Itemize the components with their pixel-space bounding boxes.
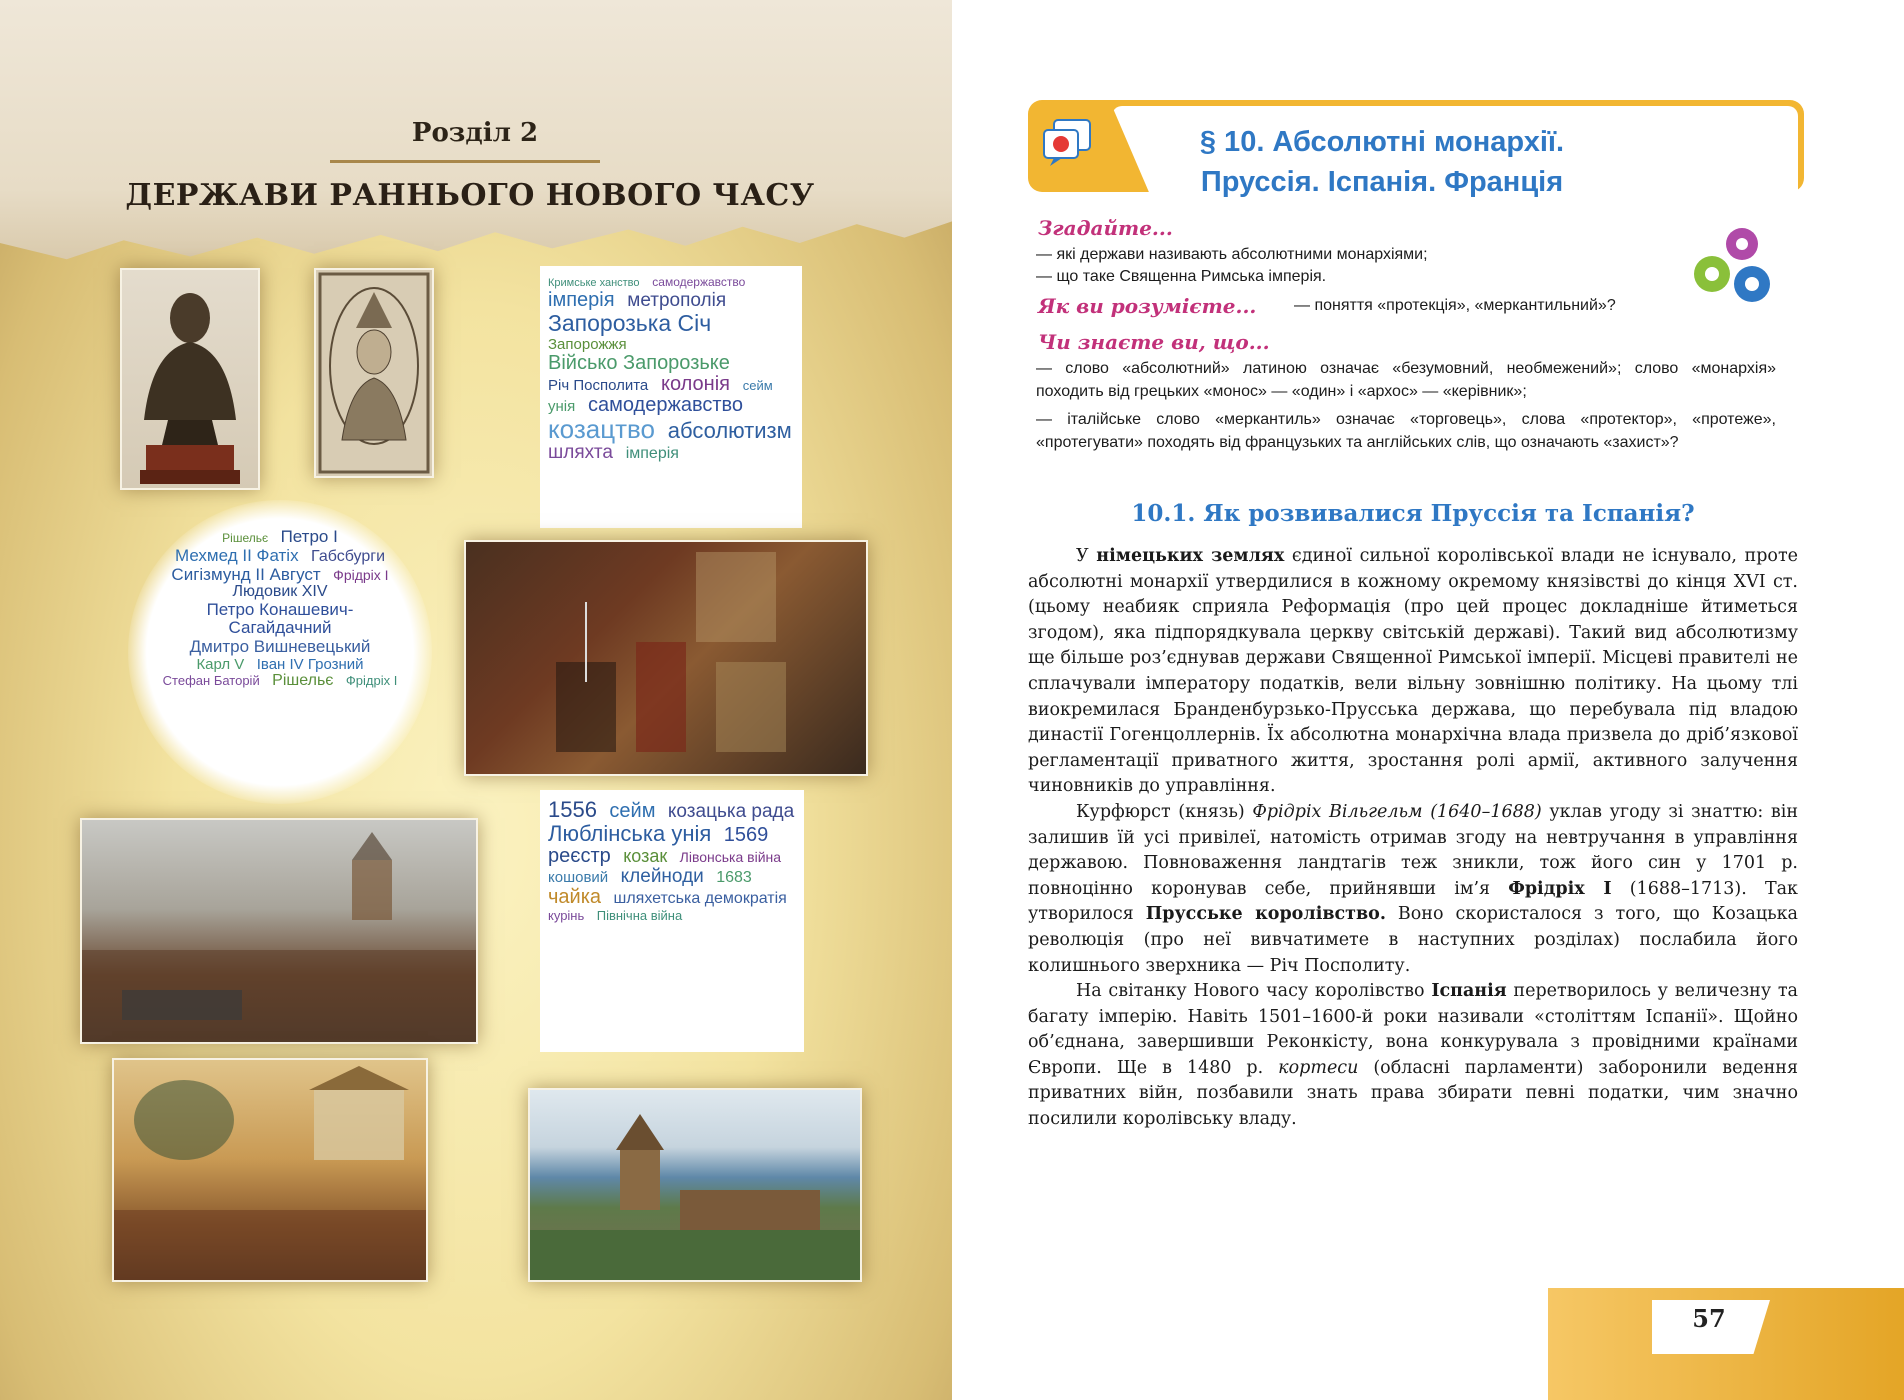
cloud-word: козацтво [548, 413, 655, 444]
gears-icon [1690, 222, 1778, 312]
paragraph-spain: На світанку Нового часу королівство Іспанія перетворилось у величезну та багату імперію. Навіть 1501–1600-й роки називали «століттям Іспанії». Щойно об’єднана, завершивши Реконкісту, вона конкурувала з провідними країнами Європи. Ще в 1480 р. кортеси (обласні парламенти) заборонили ведення приватних війн, позбавили знать права збирати певні податки, чим значно посилили королівську владу. [1028, 981, 1798, 1130]
term-frederick-i: Фрідріх І [1508, 878, 1612, 899]
word-cloud-cossacks [540, 790, 804, 1052]
know-item: — слово «абсолютний» латиною означає «безумовний, необмежений»; слово «монархія» походить від грецьких «монос» — «один» і «архос» — «керівник»; [1036, 360, 1776, 400]
body-text [1028, 544, 1798, 1133]
cloud-word: Запорозька Січ [548, 309, 712, 336]
page-number: 57 [1692, 1304, 1726, 1333]
recall-item: — які держави називають абсолютними монархіями; [1036, 246, 1428, 263]
cloud-word: чайка [548, 885, 602, 908]
word-cloud-rulers [128, 500, 432, 804]
cloud-word: Лівонська війна [679, 849, 782, 865]
term-cortes: кортеси [1278, 1057, 1359, 1078]
battle-painting-image [112, 1058, 428, 1282]
cloud-word: метрополія [627, 289, 727, 311]
know-item: — італійське слово «меркантиль» означає «торговець», слова «протектор», «протеже», «протегувати» походять від французьких та англійських слів, що означають «захист»? [1036, 411, 1776, 451]
section-title-line2: Пруссія. Іспанія. Франція [1200, 166, 1564, 198]
subsection-title: 10.1. Як розвивалися Пруссія та Іспанія? [1131, 500, 1695, 527]
paragraph-germany: У німецьких землях єдиної сильної королівської влади не існувало, проте абсолютні монархії утвердилися в кожному окремому князівстві до кінця XVI ст. (цьому неабияк сприяла Реформація (про цей процес докладніше йтиметься згодом), яка підпорядкувала церкву світській державі). Такий вид абсолютизму ще більше роз’єднував держави Священної Римської імперії. Місцеві правителі не сплачували імператору податків, вели вільну зовнішню політику. На цьому тлі виокремилася Бранденбурзько-Прусська держава, що перебувала під владою династії Гогенцоллернів. Їх абсолютна монархічна влада призвела до дріб’язкової регламентації приватного життя, зростання ролі армії, активного залучення чиновників до управління. [1028, 546, 1798, 797]
engraving-portrait-image [314, 268, 434, 478]
chapter-title: ДЕРЖАВИ РАННЬОГО НОВОГО ЧАСУ [125, 178, 815, 213]
cloud-word: Петро Конашевич-Сагайдачний [206, 600, 354, 638]
cloud-word: Рішельє [272, 672, 334, 690]
cloud-word: кошовий [548, 869, 609, 886]
term-frederick-william: Фрідріх Вільгельм (1640–1688) [1252, 801, 1542, 822]
term-prussian-kingdom: Прусське королівство. [1145, 904, 1386, 925]
cloud-word: Фрідріх І [333, 566, 389, 583]
understand-text: — поняття «протекція», «меркантильний»? [1294, 297, 1616, 314]
cloud-word: козак [623, 846, 668, 866]
cloud-word: Військо Запорозьке [548, 351, 730, 374]
chat-bubble-icon [1040, 116, 1098, 168]
cloud-word: імперія [625, 445, 679, 463]
understand-heading: Як ви розумієте... [1038, 294, 1257, 318]
cloud-word: реєстр [548, 845, 611, 867]
section-title-line1: § 10. Абсолютні монархії. [1199, 126, 1565, 158]
word-cloud-states [540, 266, 802, 528]
cloud-word: абсолютизм [667, 417, 792, 443]
cloud-word: 1556 [548, 797, 597, 822]
cloud-word: 1683 [716, 869, 752, 886]
cloud-word: сейм [742, 377, 773, 393]
fortress-photo-image [528, 1088, 862, 1282]
council-painting-image [464, 540, 868, 776]
right-page [952, 0, 1904, 1400]
chapter-divider [330, 160, 600, 163]
chapter-label: Розділ 2 [411, 118, 539, 148]
cloud-word: Фрідріх І [345, 673, 398, 689]
term-spain: Іспанія [1431, 981, 1507, 1002]
cloud-word: Кримське ханство [548, 277, 640, 289]
cloud-word: шляхетська демократія [613, 889, 787, 907]
cloud-word: самодержавство [587, 393, 744, 416]
cloud-word: Дмитро Вишневецький [189, 636, 371, 656]
recall-item: — що таке Священна Римська імперія. [1036, 268, 1327, 285]
recall-heading: Згадайте... [1038, 216, 1173, 240]
cloud-word: Запорожжя [548, 335, 627, 353]
cloud-word: Рішельє [222, 531, 269, 545]
cloud-word: Мехмед II Фатіх [175, 545, 299, 565]
cloud-word: Петро І [280, 527, 338, 546]
paragraph-prussia: Курфюрст (князь) Фрідріх Вільгельм (1640–1688) уклав угоду зі знаттю: він залишив їй усі привілеї, натомість отримав згоду на невтручання в управління державою. Повноваження ландтагів теж зникли, тож його син у 1701 р. повноцінно коронував себе, прийнявши ім’я Фрідріх І (1688–1713). Так утворилося Прусське королівство. Воно скористалося з того, що Козацька революція (про неї вивчатимете в наступних розділах) послабила його колишнього зверхника — Річ Посполиту. [1028, 801, 1799, 976]
cloud-word: колонія [661, 372, 730, 395]
know-heading: Чи знаєте ви, що... [1038, 330, 1270, 354]
cloud-word: імперія [548, 288, 615, 311]
cossack-rally-painting-image [80, 818, 478, 1044]
cloud-word: Люблінська унія [548, 821, 712, 846]
cloud-word: шляхта [548, 442, 613, 464]
cloud-word: Стефан Баторій [162, 673, 260, 689]
cloud-word: сейм [609, 800, 656, 822]
cloud-word: Габсбурги [311, 547, 385, 565]
cloud-word: 1569 [723, 824, 769, 846]
cloud-word: Людовик XIV [232, 583, 328, 601]
cloud-word: Сигізмунд II Август [171, 564, 321, 584]
cloud-word: курінь [548, 907, 585, 923]
cloud-word: Річ Посполита [548, 376, 649, 394]
bust-sculpture-image [120, 268, 260, 490]
cloud-word: козацька рада [667, 801, 795, 822]
cloud-word: Північна війна [596, 907, 683, 923]
cloud-word: унія [548, 397, 576, 415]
cloud-word: Іван IV Грозний [256, 655, 364, 673]
cloud-word: Карл V [196, 655, 245, 673]
cloud-word: клейноди [620, 866, 704, 887]
term-german-lands: німецьких землях [1096, 546, 1285, 566]
cloud-word: самодержавство [652, 275, 746, 289]
